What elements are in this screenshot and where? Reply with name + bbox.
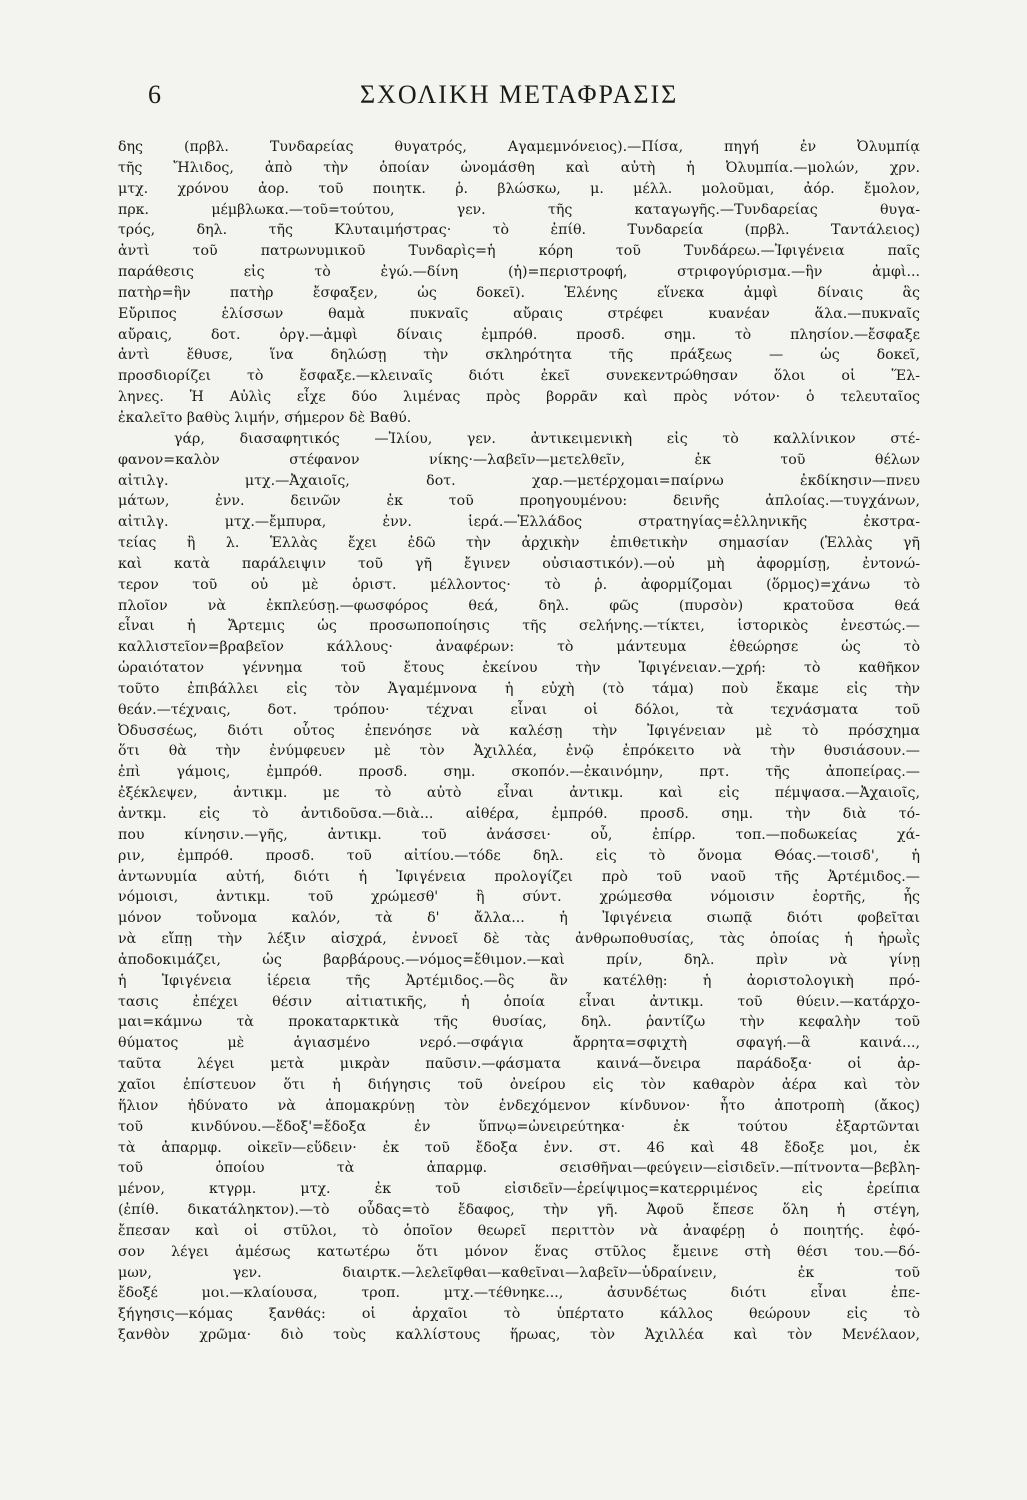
- commentary-text: [118, 137, 920, 1346]
- text-line: ὅτι θὰ τὴν ἐνύμφευεν μὲ τὸν Ἀχιλλέα, ἐνῷ ἐπρόκειτο νὰ τὴν θυσιάσουν.—: [118, 743, 920, 760]
- text-line: Εὔριπος ἑλίσσων θαμὰ πυκναῖς αὔραις στρέφει κυανέαν ἅλα.—πυκναῖς: [118, 305, 920, 322]
- text-line: μτχ. χρόνου ἀορ. τοῦ ποιητκ. ῥ. βλώσκω, μ. μέλλ. μολοῦμαι, ἀόρ. ἔμολον,: [118, 180, 920, 197]
- text-line: ἡ Ἰφιγένεια ἱέρεια τῆς Ἀρτέμιδος.—ὃς ἂν κατέλθῃ: ἡ ἀοριστολογικὴ πρό-: [118, 972, 920, 989]
- text-line: ἀντκμ. εἰς τὸ ἀντιδοῦσα.—διὰ... αἰθέρα, ἐμπρόθ. προσδ. σημ. τὴν διὰ τό-: [118, 806, 920, 822]
- text-line: δης (πρβλ. Τυνδαρείας θυγατρός, Αγαμεμνόνειος).—Πίσα, πηγή ἐν Ὀλυμπίᾳ: [118, 139, 920, 155]
- text-line: ἐπὶ γάμοις, ἐμπρόθ. προσδ. σημ. σκοπόν.—ἐκαινόμην, πρτ. τῆς ἀποπείρας.—: [118, 764, 920, 781]
- text-line: (ἐπίθ. δικατάληκτον).—τὸ οὖδας=τὸ ἔδαφος, τὴν γῆ. Ἀφοῦ ἔπεσε ὅλη ἡ στέγη,: [118, 1202, 920, 1219]
- text-line: τοῦ κινδύνου.—ἔδοξ'=ἔδοξα ἐν ὕπνῳ=ὠνειρεύτηκα· ἐκ τούτου ἐξαρτῶνται: [118, 1118, 920, 1135]
- text-line: θεάν.—τέχναις, δοτ. τρόπου· τέχναι εἶναι οἱ δόλοι, τὰ τεχνάσματα τοῦ: [118, 701, 920, 718]
- text-line: αἰτιλγ. μτχ.—ἔμπυρα, ἐνν. ἱερά.—Ἑλλάδος στρατηγίας=ἑλληνικῆς ἐκστρα-: [118, 514, 920, 531]
- text-line: τρός, δηλ. τῆς Κλυταιμήστρας· τὸ ἐπίθ. Τυνδαρεία (πρβλ. Ταντάλειος): [118, 222, 920, 239]
- text-line: τασις ἐπέχει θέσιν αἰτιατικῆς, ἡ ὁποία εἶναι ἀντικμ. τοῦ θύειν.—κατάρχο-: [118, 993, 920, 1010]
- text-line: τὰ ἀπαρμφ. οἰκεῖν—εὕδειν· ἐκ τοῦ ἔδοξα ἐνν. στ. 46 καὶ 48 ἔδοξε μοι, ἐκ: [118, 1139, 920, 1156]
- text-line: ξήγησις—κόμας ξανθάς: οἱ ἀρχαῖοι τὸ ὑπέρτατο κάλλος θεώρουν εἰς τὸ: [118, 1306, 920, 1323]
- text-line: ληνες. Ἡ Αὐλὶς εἶχε δύο λιμένας πρὸς βορρᾶν καὶ πρὸς νότον· ὁ τελευταῖος: [118, 389, 920, 406]
- text-line: ἀντὶ τοῦ πατρωνυμικοῦ Τυνδαρὶς=ἡ κόρη τοῦ Τυνδάρεω.—Ἰφιγένεια παῖς: [118, 243, 920, 260]
- text-line: ἔπεσαν καὶ οἱ στῦλοι, τὸ ὁποῖον θεωρεῖ περιττὸν νὰ ἀναφέρῃ ὁ ποιητής. ἐφό-: [118, 1222, 920, 1239]
- text-line: τοῦ ὁποίου τὰ ἀπαρμφ. σεισθῆναι—φεύγειν—εἰσιδεῖν.—πίτνοντα—βεβλη-: [118, 1160, 920, 1177]
- text-line: ριν, ἐμπρόθ. προσδ. τοῦ αἰτίου.—τόδε δηλ. εἰς τὸ ὄνομα Θόας.—τοισδ', ἡ: [118, 847, 920, 864]
- text-line: ὡραιότατον γέννημα τοῦ ἔτους ἐκείνου τὴν Ἰφιγένειαν.—χρή: τὸ καθῆκον: [118, 660, 920, 677]
- text-line: πλοῖον νὰ ἐκπλεύσῃ.—φωσφόρος θεά, δηλ. φῶς (πυρσὸν) κρατοῦσα θεά: [118, 597, 920, 614]
- running-title: ΣΧΟΛΙΚΗ ΜΕΤΑΦΡΑΣΙΣ: [360, 80, 679, 109]
- text-line: τείας ἢ λ. Ἑλλὰς ἔχει ἐδῶ τὴν ἀρχικὴν ἐπιθετικὴν σημασίαν (Ἑλλὰς γῆ: [118, 535, 920, 552]
- text-line: καὶ κατὰ παράλειψιν τοῦ γῆ ἔγινεν οὐσιαστικόν).—οὐ μὴ ἀφορμίσῃ, ἐντονώ-: [118, 555, 920, 572]
- text-line: ἐξέκλεψεν, ἀντικμ. με τὸ αὐτὸ εἶναι ἀντικμ. καὶ εἰς πέμψασα.—Ἀχαιοῖς,: [118, 785, 920, 802]
- text-line: φανον=καλὸν στέφανον νίκης·—λαβεῖν—μετελθεῖν, ἐκ τοῦ θέλων: [118, 451, 920, 468]
- text-line: χαῖοι ἐπίστευον ὅτι ἡ διήγησις τοῦ ὀνείρου εἰς τὸν καθαρὸν ἀέρα καὶ τὸν: [118, 1076, 920, 1093]
- text-line: ταῦτα λέγει μετὰ μικρὰν παῦσιν.—φάσματα καινά—ὄνειρα παράδοξα· οἱ ἀρ-: [118, 1056, 920, 1073]
- text-line: καλλιστεῖον=βραβεῖον κάλλους· ἀναφέρων: τὸ μάντευμα ἐθεώρησε ὡς τὸ: [118, 639, 920, 656]
- text-line: πρκ. μέμβλωκα.—τοῦ=τούτου, γεν. τῆς καταγωγῆς.—Τυνδαρείας θυγα-: [118, 201, 920, 218]
- text-line: μένον, κτγρμ. μτχ. ἐκ τοῦ εἰσιδεῖν—ἐρείψιμος=κατερριμένος εἰς ἐρείπια: [118, 1181, 920, 1198]
- page-header: [0, 80, 1027, 120]
- text-line: παράθεσις εἰς τὸ ἐγώ.—δίνη (ἡ)=περιστροφή, στριφογύρισμα.—ἣν ἀμφὶ...: [118, 264, 920, 281]
- text-line: ἀντωνυμία αὐτή, διότι ἡ Ἰφιγένεια προλογίζει πρὸ τοῦ ναοῦ τῆς Ἀρτέμιδος.—: [118, 868, 920, 885]
- text-line: ἀποδοκιμάζει, ὡς βαρβάρους.—νόμος=ἔθιμον.—καὶ πρίν, δηλ. πρὶν νὰ γίνῃ: [118, 951, 920, 968]
- text-line: τῆς Ἤλιδος, ἀπὸ τὴν ὁποίαν ὠνομάσθη καὶ αὐτὴ ἡ Ὀλυμπία.—μολών, χρν.: [118, 159, 920, 176]
- text-line: μαι=κάμνω τὰ προκαταρκτικὰ τῆς θυσίας, δηλ. ῥαντίζω τὴν κεφαλὴν τοῦ: [118, 1014, 920, 1031]
- text-line: αὔραις, δοτ. ὀργ.—ἀμφὶ δίναις ἐμπρόθ. προσδ. σημ. τὸ πλησίον.—ἔσφαξε: [118, 326, 920, 343]
- page-number: 6: [148, 80, 161, 109]
- text-line: ἥλιον ἠδύνατο νὰ ἀπομακρύνῃ τὸν ἐνδεχόμενον κίνδυνον· ἦτο ἀποτροπὴ (ἄκος): [118, 1097, 920, 1114]
- text-line: νόμοισι, ἀντικμ. τοῦ χρώμεσθ' ἢ σύντ. χρώμεσθα νόμοισιν ἑορτῆς, ἧς: [118, 889, 920, 906]
- text-line: νὰ εἴπῃ τὴν λέξιν αἰσχρά, ἐννοεῖ δὲ τὰς ἀνθρωποθυσίας, τὰς ὁποίας ἡ ἡρωῒς: [118, 931, 920, 948]
- text-line: σον λέγει ἀμέσως κατωτέρω ὅτι μόνον ἕνας στῦλος ἔμεινε στὴ θέσι του.—δό-: [118, 1243, 920, 1260]
- text-line: θύματος μὲ ἁγιασμένο νερό.—σφάγια ἄρρητα=σφιχτὴ σφαγή.—ἃ καινά...,: [118, 1035, 920, 1052]
- text-line: εἶναι ἡ Ἄρτεμις ὡς προσωποποίησις τῆς σελήνης.—τίκτει, ἱστορικὸς ἐνεστώς.—: [118, 618, 920, 635]
- text-line: Ὀδυσσέως, διότι οὗτος ἐπενόησε νὰ καλέσῃ τὴν Ἰφιγένειαν μὲ τὸ πρόσχημα: [118, 722, 920, 739]
- text-line: γάρ, διασαφητικός —Ἰλίου, γεν. ἀντικειμενικὴ εἰς τὸ καλλίνικον στέ-: [174, 430, 920, 447]
- text-line: τοῦτο ἐπιβάλλει εἰς τὸν Ἀγαμέμνονα ἡ εὐχὴ (τὸ τάμα) ποὺ ἔκαμε εἰς τὴν: [118, 680, 920, 697]
- text-line: πατὴρ=ἣν πατὴρ ἔσφαξεν, ὡς δοκεῖ). Ἑλένης εἵνεκα ἀμφὶ δίναις ἃς: [118, 284, 920, 301]
- text-line: που κίνησιν.—γῆς, ἀντικμ. τοῦ ἀνάσσει· οὗ, ἐπίρρ. τοπ.—ποδωκείας χά-: [118, 826, 920, 843]
- text-line: ἐκαλεῖτο βαθὺς λιμήν, σήμερον δὲ Βαθύ.: [118, 409, 412, 426]
- text-line: μων, γεν. διαιρτκ.—λελεῖφθαι—καθεῖναι—λαβεῖν—ὑδραίνειν, ἐκ τοῦ: [118, 1264, 920, 1281]
- text-line: ἔδοξέ μοι.—κλαίουσα, τροπ. μτχ.—τέθνηκε..., ἀσυνδέτως διότι εἶναι ἐπε-: [118, 1285, 920, 1302]
- text-line: προσδιορίζει τὸ ἔσφαξε.—κλειναῖς διότι ἐκεῖ συνεκεντρώθησαν ὅλοι οἱ Ἕλ-: [118, 368, 920, 385]
- text-line: μάτων, ἐνν. δεινῶν ἐκ τοῦ προηγουμένου: δεινῆς ἀπλοίας.—τυγχάνων,: [118, 493, 920, 510]
- text-line: ἀντὶ ἔθυσε, ἵνα δηλώσῃ τὴν σκληρότητα τῆς πράξεως — ὡς δοκεῖ,: [118, 347, 920, 364]
- text-line: αἰτιλγ. μτχ.—Ἀχαιοῖς, δοτ. χαρ.—μετέρχομαι=παίρνω ἐκδίκησιν—πνευ: [118, 472, 920, 489]
- text-line: ξανθὸν χρῶμα· διὸ τοὺς καλλίστους ἥρωας, τὸν Ἀχιλλέα καὶ τὸν Μενέλαον,: [118, 1327, 920, 1344]
- text-line: τερον τοῦ οὐ μὲ ὁριστ. μέλλοντος· τὸ ῥ. ἀφορμίζομαι (ὅρμος)=χάνω τὸ: [118, 576, 920, 593]
- text-line: μόνον τοὔνομα καλόν, τὰ δ' ἄλλα... ἡ Ἰφιγένεια σιωπᾷ διότι φοβεῖται: [118, 910, 920, 927]
